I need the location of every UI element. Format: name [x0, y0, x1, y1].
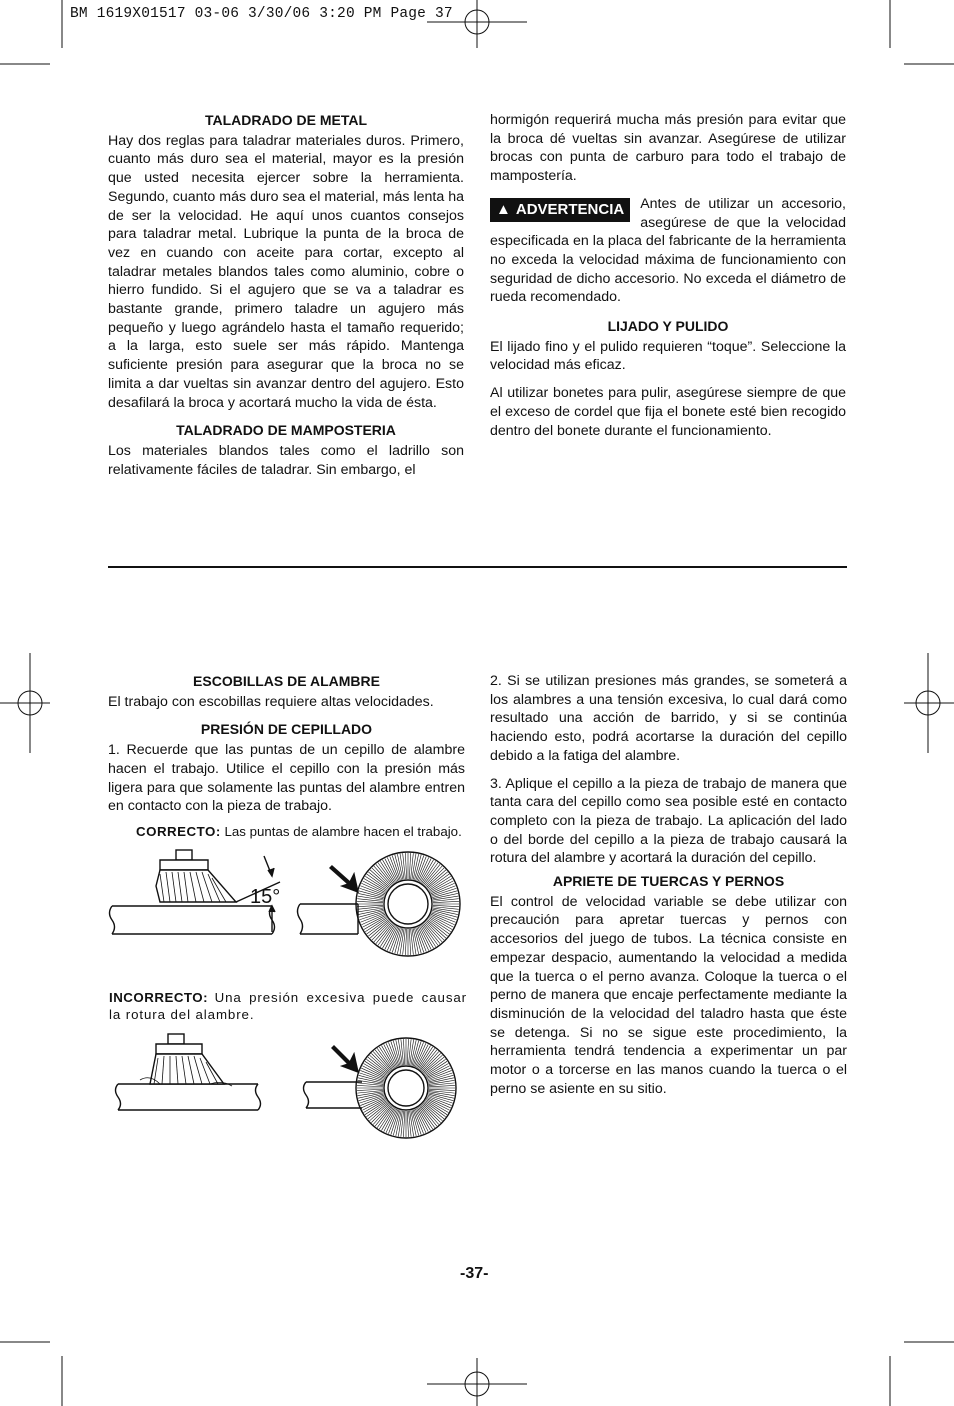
- figure-incorrect-brushing: [110, 1030, 480, 1140]
- paragraph-bonetes: Al utilizar bonetes para pulir, asegúrese siempre de que el exceso de cordel que fija el bonete esté bien recogido dentro del bonete durante el funcionamiento.: [490, 385, 846, 439]
- top-right-column: [490, 111, 846, 449]
- angle-label: 15°: [250, 886, 281, 908]
- paragraph-escobillas: El trabajo con escobillas requiere altas velocidades.: [108, 693, 434, 710]
- warning-paragraph: [490, 195, 846, 307]
- caption-incorrect-text: Una presión excesiva puede causar la rotura del alambre.: [109, 990, 467, 1022]
- caption-correct-label: CORRECTO:: [136, 824, 221, 839]
- top-left-column: [108, 111, 464, 488]
- heading-taladrado-metal: TALADRADO DE METAL: [204, 112, 368, 128]
- heading-apriete: APRIETE DE TUERCAS Y PERNOS: [552, 873, 785, 890]
- heading-escobillas: ESCOBILLAS DE ALAMBRE: [193, 673, 380, 689]
- warning-text: Antes de utilizar un accesorio, asegúrese de que la velocidad especificada en la placa del fabricante de la herramienta no exceda la velocidad máxima de funcionamiento con seguridad de dicho accesorio. No exceda el diámetro de rueda recomendado.: [490, 195, 846, 306]
- heading-lijado-pulido: LIJADO Y PULIDO: [607, 318, 729, 335]
- caption-incorrect: [109, 989, 467, 1023]
- caption-incorrect-label: INCORRECTO:: [109, 990, 209, 1005]
- paragraph-metal: Hay dos reglas para taladrar materiales duros. Primero, cuanto más duro sea el material, mayor es la presión que usted necesita ejercer sobre la herramienta. Segundo, cuanto más duro sea el material, más lenta ha de ser la velocidad. He aquí unos cuantos consejos para taladrar metal. Lubrique la punta de la broca de vez en cuando con aceite para cortar, excepto al taladrar metales blandos tales como aluminio, cobre o hierro fundido. Si el agujero que se va a taladrar es bastante grande, primero taladre un agujero más pequeño y luego agrándelo hasta el tamaño requerido; a la larga, esto suele ser más rápido. Mantenga suficiente presión para asegurar que la broca no se limita a dar vueltas sin avanzar dentro del agujero. Esto desafilará la broca y acortará mucho la vida de ésta.: [108, 132, 464, 411]
- paragraph-apriete: El control de velocidad variable se debe utilizar con precaución para apretar tuercas y pernos con accesorios del juego de tubos. La técnica consiste en empezar despacio, aumentando la velocidad a medida que la tuerca o el perno avanza. Coloque la tuerca o el perno de manera que encaje perfectamente mediante la disminución de la velocidad del taladro hasta que éste se detenga. Si no se sigue este procedimiento, la herramienta tendrá tendencia a experimentar un par motor o a torcerse en las manos cuando la tuerca o el perno se asiente en su sitio.: [490, 893, 847, 1097]
- section-divider: [108, 566, 847, 568]
- print-slug: BM 1619X01517 03-06 3/30/06 3:20 PM Page 37: [70, 6, 453, 22]
- figure-correct-brushing: [104, 846, 474, 946]
- caption-correct: [136, 823, 476, 840]
- paragraph-presion: 1. Recuerde que las puntas de un cepillo de alambre hacen el trabajo. Utilice el cepillo con la presión más ligera para que solamente las puntas del alambre entren en contacto con la pieza de trabajo.: [108, 742, 465, 815]
- paragraph-presion-3: 3. Aplique el cepillo a la pieza de trabajo de manera que tanta cara del cepillo como sea posible esté en contacto completo con la pieza de trabajo. La aplicación del lado o del borde del cepillo a la pieza de trabajo causará la rotura del alambre y acortará la duración del cepillo.: [490, 775, 847, 867]
- bottom-left-column: [108, 672, 465, 825]
- heading-taladrado-mamposteria: TALADRADO DE MAMPOSTERIA: [176, 422, 396, 439]
- paragraph-presion-2: 2. Si se utilizan presiones más grandes, se someterá a los alambres a una tensión excesiva, lo cual dará como resultado una acción de barrido, y si se continúa haciendo esto, podrá acortarse la duración del cepillo debido a la fatiga del alambre.: [490, 673, 847, 764]
- warning-label: ADVERTENCIA: [515, 200, 625, 218]
- bottom-right-column: [490, 672, 847, 1107]
- paragraph-mamposteria-cont: hormigón requerirá mucha más presión para evitar que la broca dé vueltas sin avanzar. Asegúrese de utilizar brocas con punta de carburo para todo el trabajo de mampostería.: [490, 112, 846, 185]
- paragraph-lijado: El lijado fino y el pulido requieren “toque”. Seleccione la velocidad más eficaz.: [490, 338, 846, 374]
- page-number: -37-: [460, 1265, 489, 1282]
- heading-presion: PRESIÓN DE CEPILLADO: [200, 721, 373, 738]
- warning-badge: [490, 198, 630, 222]
- paragraph-mamposteria-start: Los materiales blandos tales como el ladrillo son relativamente fáciles de taladrar. Sin embargo, el: [108, 442, 464, 478]
- caption-correct-text: Las puntas de alambre hacen el trabajo.: [224, 824, 462, 839]
- warning-triangle-icon: ▲: [496, 200, 511, 218]
